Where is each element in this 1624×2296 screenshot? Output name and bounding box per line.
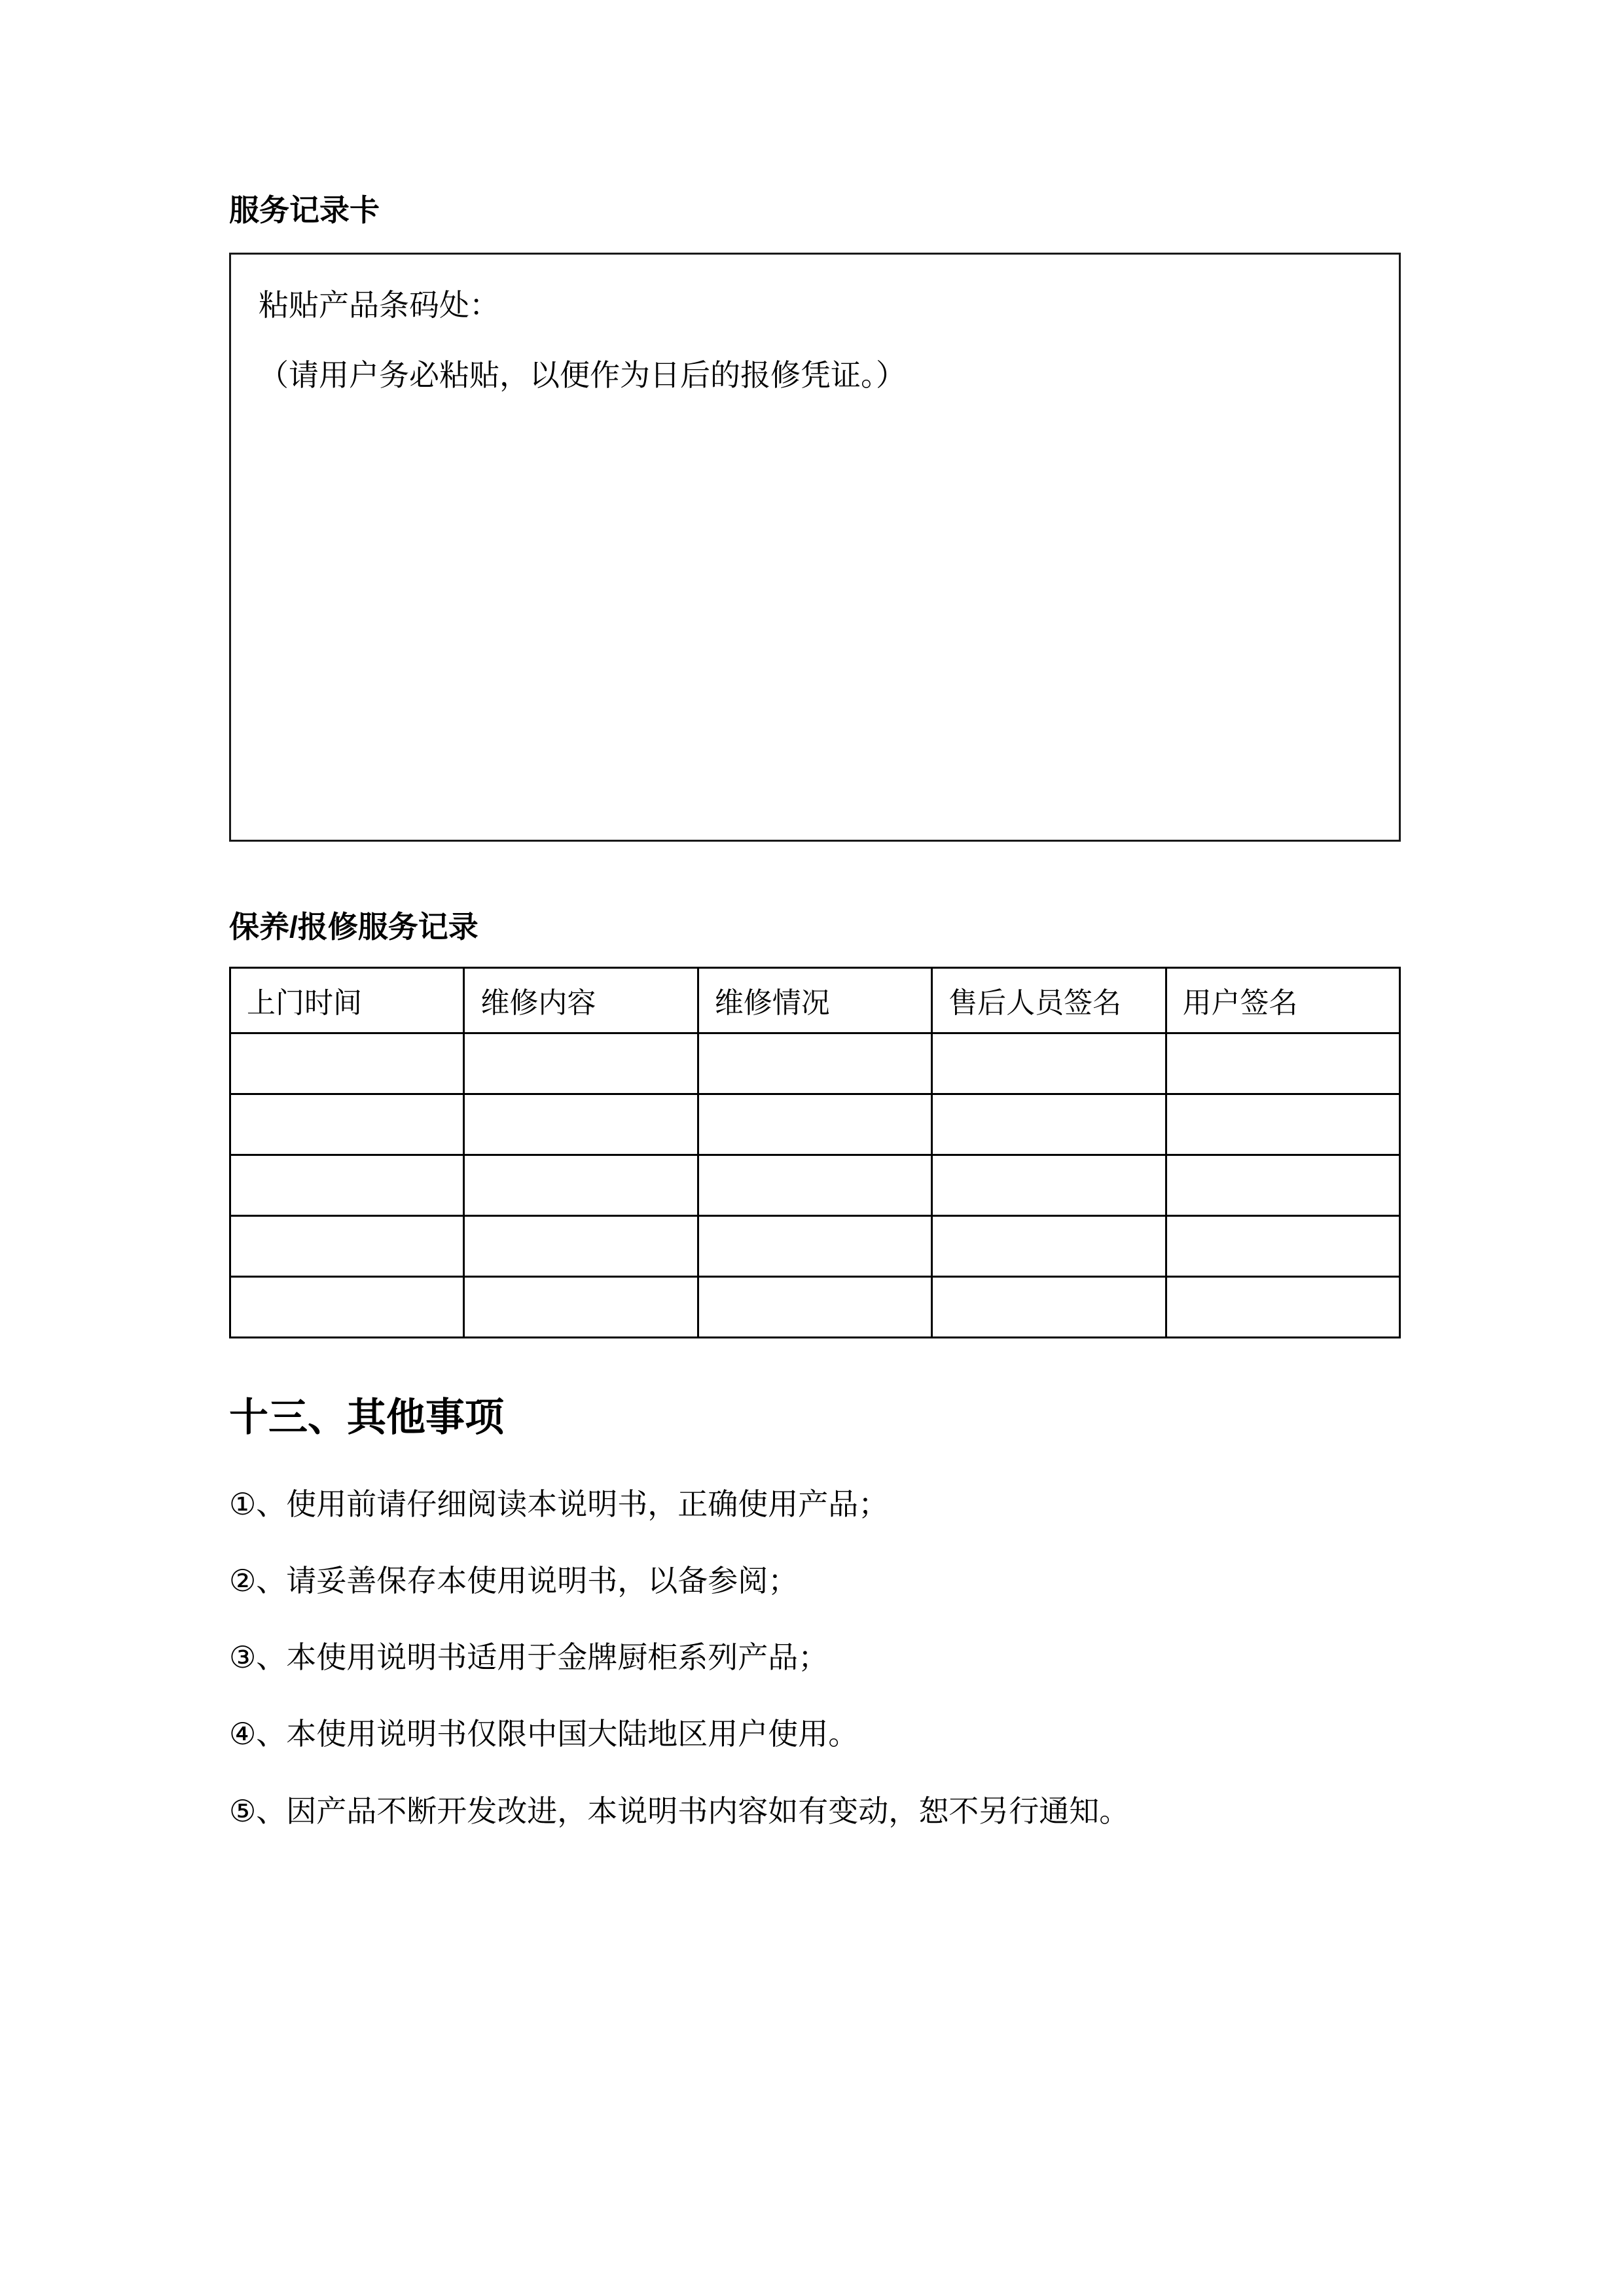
table-cell [1166, 1276, 1399, 1337]
table-row [230, 1155, 1400, 1215]
table-cell [698, 1155, 931, 1215]
table-row [230, 1215, 1400, 1276]
table-cell [932, 1215, 1166, 1276]
other-matters-item: ①、使用前请仔细阅读本说明书，正确使用产品； [229, 1486, 889, 1521]
table-column-header-user-signature: 用户签名 [1166, 967, 1399, 1033]
other-matters-list [229, 1486, 1401, 1829]
service-card-title: 服务记录卡 [229, 193, 380, 227]
other-matters-heading: 十三、其他事项 [229, 1395, 504, 1439]
table-cell [1166, 1033, 1399, 1094]
other-matters-item: ④、本使用说明书仅限中国大陆地区用户使用。 [229, 1717, 859, 1751]
barcode-box-note: （请用户务必粘贴，以便作为日后的报修凭证。） [259, 358, 906, 393]
other-matters-item: ⑤、因产品不断开发改进，本说明书内容如有变动，恕不另行通知。 [229, 1793, 1130, 1828]
service-record-table [229, 967, 1401, 1338]
table-cell [932, 1033, 1166, 1094]
table-row [230, 1033, 1400, 1094]
table-cell [698, 1033, 931, 1094]
table-cell [464, 1155, 698, 1215]
table-column-header-repair-status: 维修情况 [698, 967, 931, 1033]
table-column-header-visit-time: 上门时间 [230, 967, 464, 1033]
table-cell [464, 1094, 698, 1155]
table-column-header-staff-signature: 售后人员签名 [932, 967, 1166, 1033]
table-cell [1166, 1215, 1399, 1276]
page-content [229, 193, 1401, 1870]
other-matters-item: ③、本使用说明书适用于金牌厨柜系列产品； [229, 1640, 829, 1675]
table-cell [230, 1215, 464, 1276]
maintenance-record-title: 保养/报修服务记录 [229, 909, 478, 944]
table-cell [698, 1215, 931, 1276]
table-cell [932, 1094, 1166, 1155]
table-cell [464, 1215, 698, 1276]
barcode-box-label: 粘贴产品条码处： [259, 287, 499, 322]
table-cell [230, 1033, 464, 1094]
table-row [230, 1276, 1400, 1337]
table-cell [230, 1276, 464, 1337]
table-cell [464, 1033, 698, 1094]
table-row [230, 1094, 1400, 1155]
table-cell [698, 1094, 931, 1155]
barcode-box [229, 253, 1401, 842]
table-header-row [230, 967, 1400, 1033]
table-cell [230, 1155, 464, 1215]
table-cell [932, 1276, 1166, 1337]
table-body [230, 1033, 1400, 1337]
table-cell [932, 1155, 1166, 1215]
table-column-header-repair-content: 维修内容 [464, 967, 698, 1033]
table-cell [698, 1276, 931, 1337]
other-matters-item: ②、请妥善保存本使用说明书，以备参阅； [229, 1563, 799, 1598]
table-cell [464, 1276, 698, 1337]
table-cell [1166, 1094, 1399, 1155]
table-cell [1166, 1155, 1399, 1215]
table-cell [230, 1094, 464, 1155]
